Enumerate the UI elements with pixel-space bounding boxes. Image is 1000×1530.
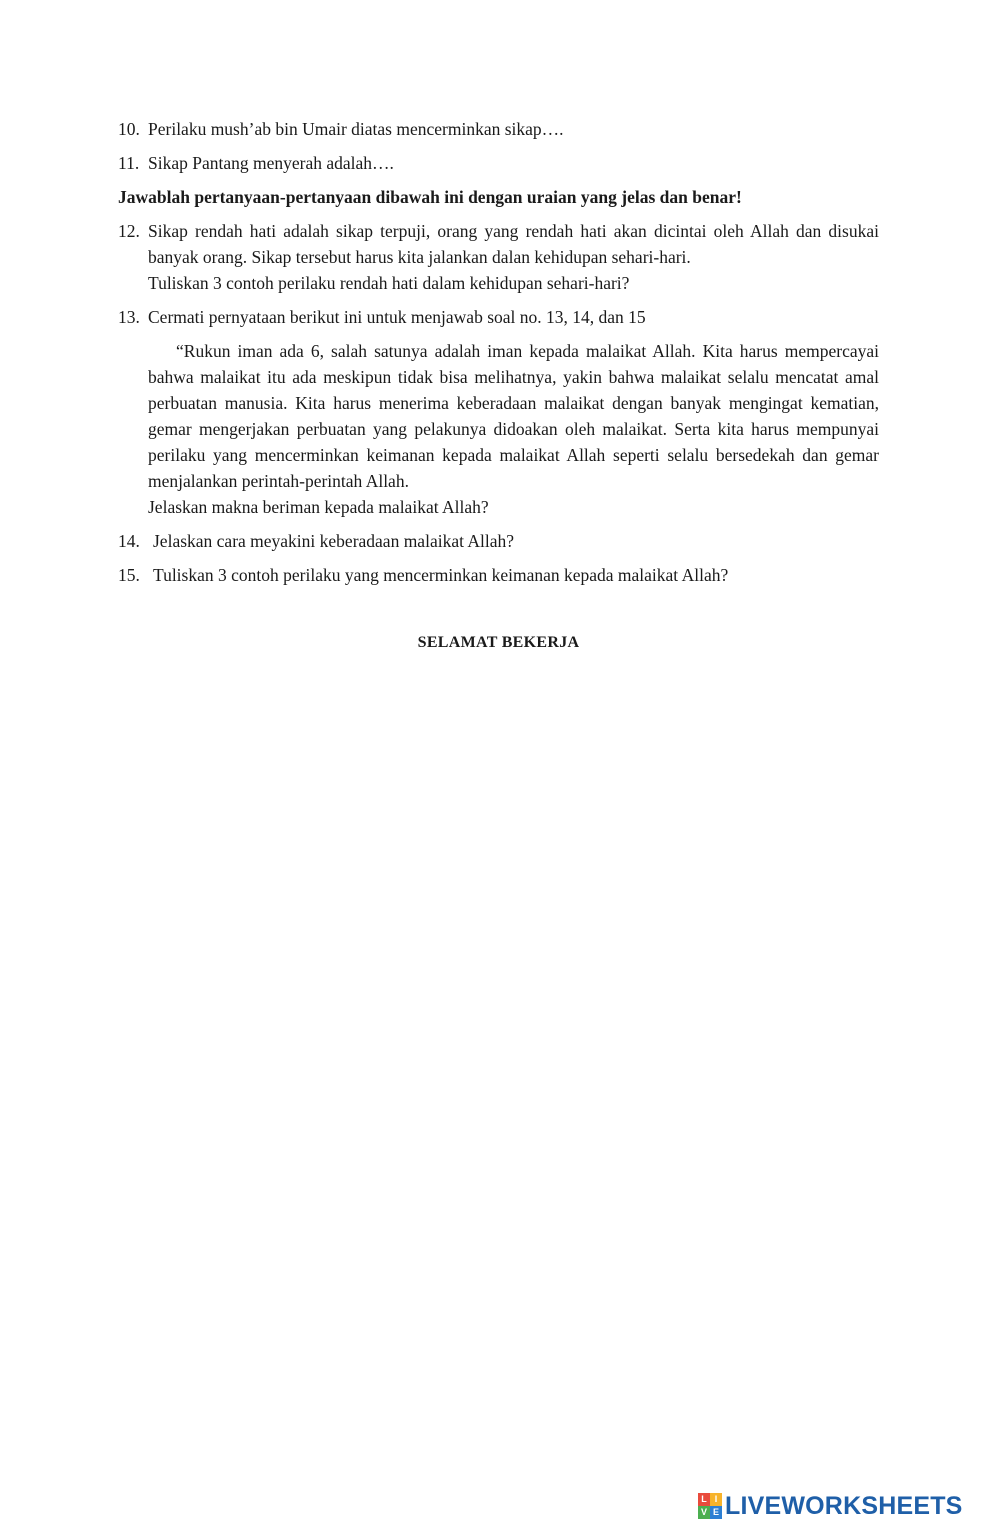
question-text: Cermati pernyataan berikut ini untuk menjawab soal no. 13, 14, dan 15 [148,307,646,327]
worksheet-page [118,116,879,656]
question-12 [118,218,879,296]
question-text: Tuliskan 3 contoh perilaku yang mencerminkan keimanan kepada malaikat Allah? [153,565,729,585]
question-10 [118,116,879,142]
question-11 [118,150,879,176]
question-13 [118,304,879,330]
liveworksheets-logo [698,1491,963,1521]
closing-text: SELAMAT BEKERJA [417,634,580,651]
logo-letter: I [710,1493,722,1506]
question-14 [118,528,879,554]
essay-instruction: Jawablah pertanyaan-pertanyaan dibawah ini dengan uraian yang jelas dan benar! [118,187,742,207]
question-number: 13. [118,307,140,327]
question-number: 12. [118,221,140,241]
question-text: Sikap Pantang menyerah adalah…. [148,153,394,173]
question-15 [118,562,879,588]
logo-letter: V [698,1506,710,1519]
question-number: 10. [118,119,140,139]
question-text: Jelaskan cara meyakini keberadaan malaikat Allah? [153,531,515,551]
question-text: Perilaku mush’ab bin Umair diatas mencerminkan sikap…. [148,119,564,139]
reading-passage [148,338,879,520]
logo-letter: L [698,1493,710,1506]
logo-letter: E [710,1506,722,1519]
question-prompt: Tuliskan 3 contoh perilaku rendah hati dalam kehidupan sehari-hari? [148,273,630,293]
logo-text: LIVEWORKSHEETS [725,1491,963,1520]
passage-text: “Rukun iman ada 6, salah satunya adalah iman kepada malaikat Allah. Kita harus mempercayai bahwa malaikat itu ada meskipun tidak bisa melihatnya, yakin bahwa malaikat selalu mencatat amal perbuatan manusia. Kita harus menerima keberadaan malaikat dengan banyak mengingat kematian, gemar mengerjakan perbuatan yang pelakunya didoakan oleh malaikat. Serta kita harus mempunyai perilaku yang mencerminkan keimanan kepada malaikat Allah seperti selalu bersedekah dan gemar menjalankan perintah-perintah Allah. [148,341,879,491]
question-prompt: Jelaskan makna beriman kepada malaikat Allah? [148,497,489,517]
question-number: 15. [118,565,140,585]
question-text: Sikap rendah hati adalah sikap terpuji, orang yang rendah hati akan dicintai oleh Allah dan disukai banyak orang. Sikap tersebut harus kita jalankan dalan kehidupan sehari-hari. [148,221,879,267]
question-number: 14. [118,531,140,551]
live-logo-icon [698,1493,722,1519]
question-number: 11. [118,153,140,173]
